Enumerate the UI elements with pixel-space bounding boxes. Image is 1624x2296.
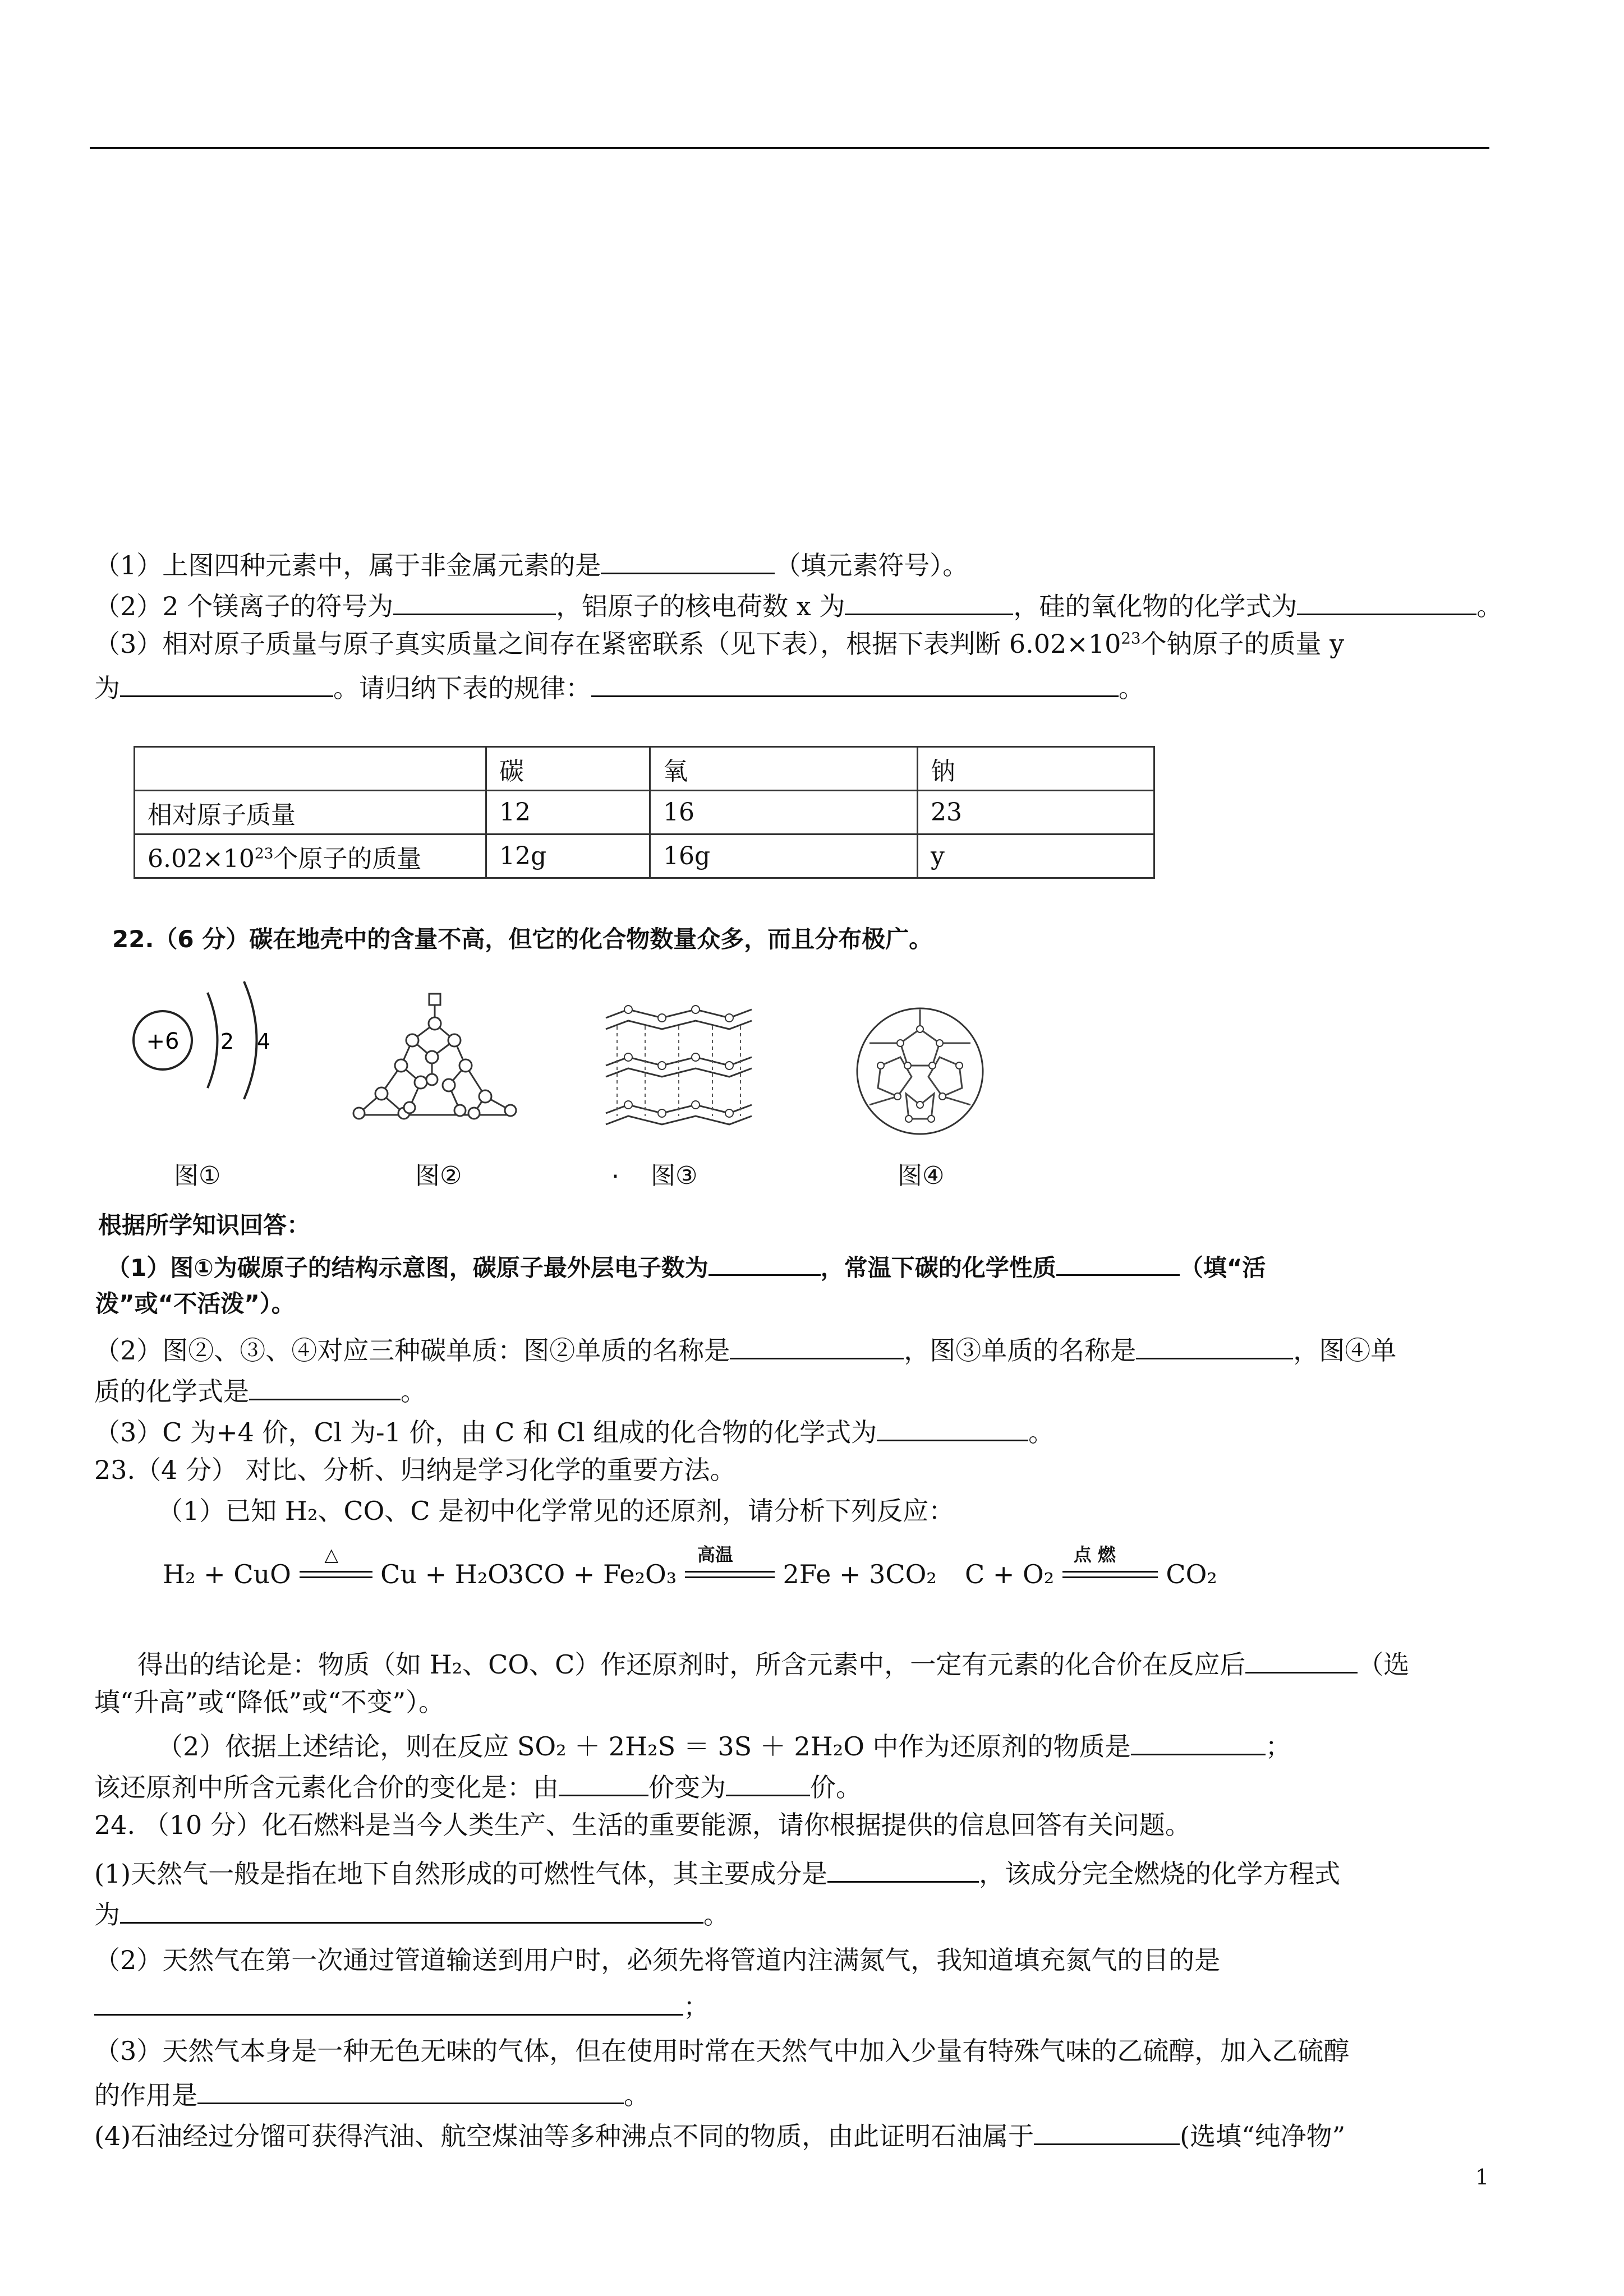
answer-blank[interactable] — [1245, 1646, 1358, 1673]
table-cell: 氧 — [650, 747, 918, 791]
mass-table-clip — [128, 746, 1160, 880]
table-cell: $6.02\times 10^{23}$个原子的质量 — [135, 835, 486, 878]
answer-blank[interactable] — [393, 588, 556, 615]
q21-part1: （1）上图四种元素中，属于非金属元素的是 （填元素符号）。 — [94, 547, 968, 581]
table-cell: 16 — [650, 791, 918, 835]
answer-blank[interactable] — [1297, 588, 1476, 615]
answer-blank[interactable] — [1056, 1251, 1180, 1276]
equals-arrow: 高温 — [685, 1565, 775, 1588]
q24-title: 24. （10 分）化石燃料是当今人类生产、生活的重要能源，请你根据提供的信息回答有关问题。 — [94, 1810, 1191, 1840]
table-cell: 钠 — [918, 747, 1154, 791]
equation-1: H₂ + CuO △ Cu + H₂O — [163, 1544, 509, 1589]
q23-sub2-cont: 该还原剂中所含元素化合价的变化是：由 价变为 价。 — [94, 1769, 862, 1803]
graphite-structure-diagram — [595, 1004, 763, 1138]
c60-structure-diagram — [847, 1004, 993, 1138]
q22-sub1: （1）图①为碳原子的结构示意图，碳原子最外层电子数为 ，常温下碳的化学性质 （填“活 — [107, 1251, 1266, 1282]
table-cell: y — [918, 835, 1154, 878]
figure-3-label: 图③ — [651, 1161, 698, 1190]
diamond-structure-diagram — [342, 987, 522, 1133]
answer-blank[interactable] — [197, 2077, 624, 2104]
answer-blank[interactable] — [709, 1251, 821, 1276]
q24-sub2-cont: ； — [94, 1988, 709, 2022]
q24-sub1: (1)天然气一般是指在地下自然形成的可燃性气体，其主要成分是 ，该成分完全燃烧的化学方程式 — [94, 1855, 1340, 1889]
answer-blank[interactable] — [845, 588, 1013, 615]
header-rule — [90, 147, 1489, 149]
table-row — [135, 747, 1154, 791]
page-number: 1 — [1475, 2165, 1489, 2189]
q23-conclusion-cont: 填“升高”或“降低”或“不变”）。 — [94, 1687, 445, 1717]
answer-blank[interactable] — [94, 1988, 683, 2016]
q21-part3-cont: 为 。请归纳下表的规律： 。 — [94, 670, 1144, 704]
equation-3: C + O₂ 点 燃 CO₂ — [965, 1544, 1217, 1589]
q24-sub3: （3）天然气本身是一种无色无味的气体，但在使用时常在天然气中加入少量有特殊气味的乙硫醇，加入乙硫醇 — [94, 2036, 1350, 2066]
table-cell: 16g — [650, 835, 918, 878]
table-cell — [135, 747, 486, 791]
q23-title: 23.（4 分） 对比、分析、归纳是学习化学的重要方法。 — [94, 1455, 736, 1485]
table-cell: 相对原子质量 — [135, 791, 486, 835]
q24-sub2: （2）天然气在第一次通过管道输送到用户时，必须先将管道内注满氮气，我知道填充氮气的目的是 — [94, 1945, 1221, 1975]
table-cell: 碳 — [486, 747, 650, 791]
equals-arrow: △ — [300, 1565, 372, 1588]
q24-sub1-cont: 为 。 — [94, 1896, 729, 1930]
answer-blank[interactable] — [877, 1414, 1028, 1441]
electron-shell-2: 4 — [256, 1029, 271, 1054]
q22-sub3: （3）C 为+4 价，Cl 为-1 价，由 C 和 Cl 组成的化合物的化学式为 。 — [94, 1414, 1054, 1448]
q21-part2: （2）2 个镁离子的符号为 ，铝原子的核电荷数 x 为 ，硅的氧化物的化学式为 。 — [94, 588, 1502, 622]
q21-part3: （3）相对原子质量与原子真实质量之间存在紧密联系（见下表），根据下表判断 $6.02\times 10^{23}$个钠原子的质量 y — [94, 629, 1345, 659]
q23-sub2: （2）依据上述结论，则在反应 SO₂ ＋ 2H₂S ＝ 3S ＋ 2H₂O 中作为还原剂的物质是 ； — [157, 1728, 1291, 1762]
electron-shell-1: 2 — [220, 1029, 234, 1054]
table-cell: 12g — [486, 835, 650, 878]
answer-blank[interactable] — [1034, 2118, 1180, 2145]
table-cell: 23 — [918, 791, 1154, 835]
answer-blank[interactable] — [559, 1769, 648, 1796]
answer-blank[interactable] — [1131, 1728, 1266, 1755]
atomic-mass-table — [134, 746, 1155, 879]
equation-2: 3CO + Fe₂O₃ 高温 2Fe + 3CO₂ — [508, 1544, 937, 1589]
table-cell: 12 — [486, 791, 650, 835]
nucleus-charge: +6 — [146, 1029, 180, 1054]
figure-2-label: 图② — [415, 1161, 462, 1190]
answer-blank[interactable] — [249, 1373, 401, 1400]
q22-intro: 根据所学知识回答： — [98, 1211, 311, 1239]
equals-arrow: 点 燃 — [1062, 1565, 1158, 1588]
q24-sub3-cont: 的作用是 。 — [94, 2077, 650, 2111]
q23-sub1: （1）已知 H₂、CO、C 是初中化学常见的还原剂，请分析下列反应： — [157, 1496, 955, 1526]
figure-1-label: 图① — [174, 1161, 221, 1190]
table-row — [135, 791, 1154, 835]
answer-blank[interactable] — [120, 670, 333, 697]
q22-sub2: （2）图②、③、④对应三种碳单质：图②单质的名称是 ，图③单质的名称是 ，图④单 — [94, 1332, 1396, 1366]
q24-sub4: (4)石油经过分馏可获得汽油、航空煤油等多种沸点不同的物质，由此证明石油属于 (选填“纯净物” — [94, 2118, 1345, 2152]
q22-title: 22.（6 分）碳在地壳中的含量不高，但它的化合物数量众多，而且分布极广。 — [112, 925, 933, 953]
answer-blank[interactable] — [601, 547, 775, 574]
answer-blank[interactable] — [1136, 1332, 1293, 1359]
answer-blank[interactable] — [726, 1769, 810, 1796]
answer-blank[interactable] — [591, 670, 1119, 697]
q22-sub1-cont: 泼”或“不活泼”）。 — [95, 1290, 295, 1317]
q23-conclusion: 得出的结论是：物质（如 H₂、CO、C）作还原剂时，所含元素中，一定有元素的化合价在反应后 （选 — [137, 1646, 1409, 1680]
answer-blank[interactable] — [120, 1896, 703, 1924]
q22-sub2-cont: 质的化学式是 。 — [94, 1373, 426, 1407]
table-row — [135, 835, 1154, 878]
answer-blank[interactable] — [827, 1855, 979, 1883]
figure-3-dot: . — [611, 1155, 619, 1184]
answer-blank[interactable] — [730, 1332, 904, 1359]
figure-4-label: 图④ — [898, 1161, 945, 1190]
carbon-atom-diagram — [123, 976, 292, 1105]
